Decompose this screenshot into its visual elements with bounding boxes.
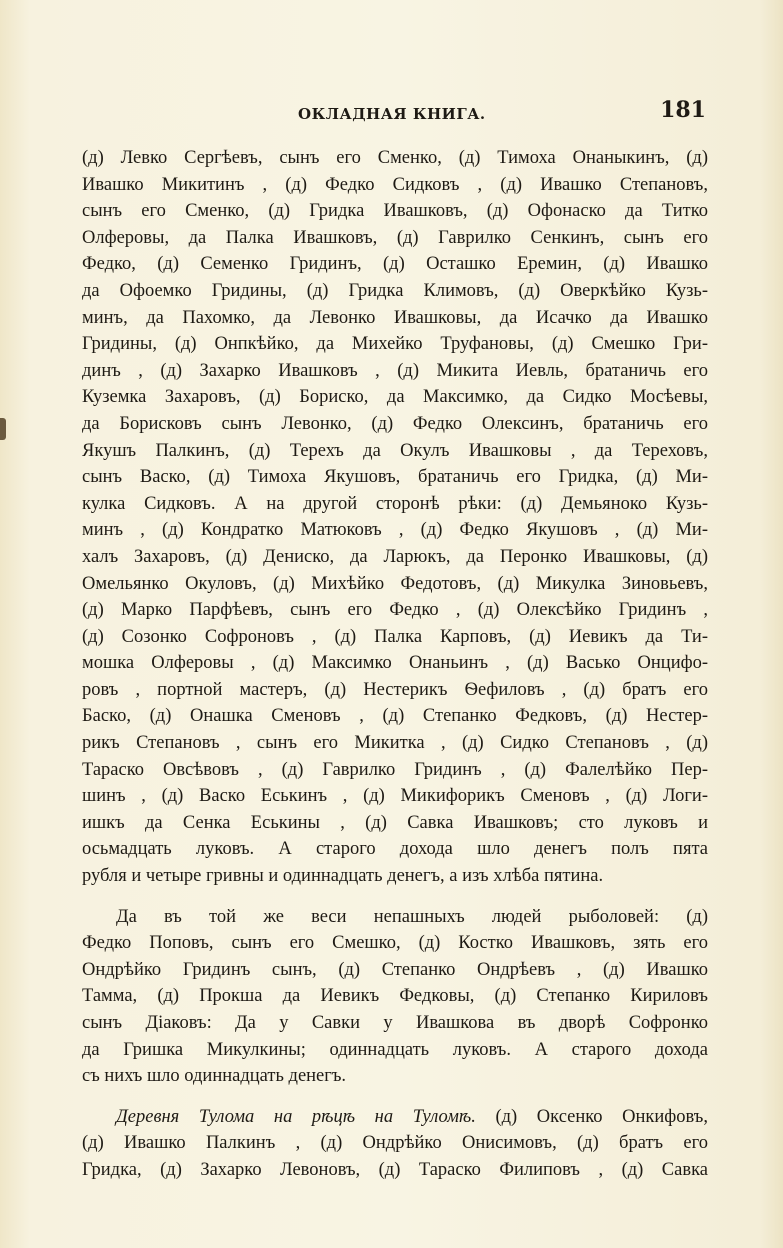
text-line: (д) Левко Сергѣевъ, сынъ его Сменко, (д) Тимоха Онаныкинъ, (д) xyxy=(82,148,708,168)
paragraph-1 xyxy=(82,145,708,890)
text-line: минъ, да Пахомко, да Левонко Ивашковы, да Исачко да Ивашко xyxy=(82,307,708,328)
text-line: рубля и четыре гривны и одиннадцать денегъ, а изъ хлѣба пятина. xyxy=(82,866,604,887)
text-line: Федко Поповъ, сынъ его Смешко, (д) Костко Ивашковъ, зять его xyxy=(82,933,708,954)
text-line: Ондрѣйко Гридинъ сынъ, (д) Степанко Ондрѣевъ , (д) Ивашко xyxy=(82,959,708,980)
text-line: да Борисковъ сынъ Левонко, (д) Федко Олексинъ, братаничь его xyxy=(82,413,708,434)
paragraph-2 xyxy=(82,904,708,1090)
text-line: Якушъ Палкинъ, (д) Терехъ да Окулъ Ивашковы , да Тереховъ, xyxy=(82,440,708,461)
paragraph-gap xyxy=(82,890,708,904)
text-line: осьмадцать луковъ. А старого дохода шло денегъ полъ пята xyxy=(82,839,708,860)
text-line: мошка Олферовы , (д) Максимко Онаньинъ , (д) Васько Онцифо- xyxy=(82,653,708,674)
running-head xyxy=(78,97,706,127)
text-line: Омельянко Окуловъ, (д) Михѣйко Федотовъ, (д) Микулка Зиновьевъ, xyxy=(82,573,708,594)
text-line: съ нихъ шло одиннадцать денегъ. xyxy=(82,1066,347,1087)
text-line: ровъ , портной мастеръ, (д) Нестерикъ Ѳефиловъ , (д) братъ его xyxy=(82,679,708,700)
text-line: Гридка, (д) Захарко Левоновъ, (д) Тараско Филиповъ , (д) Савка xyxy=(82,1159,708,1180)
paragraph-gap xyxy=(82,1090,708,1104)
text-line xyxy=(82,1104,708,1131)
text-line: кулка Сидковъ. А на другой сторонѣ рѣки: (д) Демьяноко Кузь- xyxy=(82,493,708,514)
running-title: ОКЛАДНАЯ КНИГА. xyxy=(298,105,486,123)
text-line: Тараско Овсѣвовъ , (д) Гаврилко Гридинъ , (д) Фалелѣйко Пер- xyxy=(82,759,708,780)
text-line: да Гришка Микулкины; одиннадцать луковъ. А старого дохода xyxy=(82,1039,708,1060)
text-line: Тамма, (д) Прокша да Иевикъ Федковы, (д) Степанко Кириловъ xyxy=(82,986,708,1007)
paragraph-3 xyxy=(82,1104,708,1184)
text-block xyxy=(82,145,708,1184)
text-line: сынъ Васко, (д) Тимоха Якушовъ, братаничь его Гридка, (д) Ми- xyxy=(82,467,708,488)
page-number: 181 xyxy=(660,97,706,123)
heading-line-rest: (д) Оксенко Онкифовъ, xyxy=(495,1106,708,1127)
text-line: сынъ его Сменко, (д) Гридка Ивашковъ, (д) Офонаско да Титко xyxy=(82,201,708,222)
village-heading: Деревня Тулома на рѣцѣ на Туломѣ. xyxy=(116,1106,476,1127)
text-line: динъ , (д) Захарко Ивашковъ , (д) Микита Иевль, братаничь его xyxy=(82,360,708,381)
text-line: да Офоемко Гридины, (д) Гридка Климовъ, (д) Оверкѣйко Кузь- xyxy=(82,280,708,301)
text-line: Баско, (д) Онашка Сменовъ , (д) Степанко Федковъ, (д) Нестер- xyxy=(82,706,708,727)
text-line: сынъ Діаковъ: Да у Савки у Ивашкова въ дворѣ Софронко xyxy=(82,1013,708,1033)
text-line: шинъ , (д) Васко Еськинъ , (д) Микифорикъ Сменовъ , (д) Логи- xyxy=(82,786,708,807)
text-line: (д) Марко Парфѣевъ, сынъ его Федко , (д) Олексѣйко Гридинъ , xyxy=(82,600,708,621)
text-line: халъ Захаровъ, (д) Дениско, да Ларюкъ, да Перонко Ивашковы, (д) xyxy=(82,546,708,567)
text-line: Гридины, (д) Онпкѣйко, да Михейко Труфановы, (д) Смешко Гри- xyxy=(82,334,708,355)
page-edge-mark xyxy=(0,418,6,440)
text-line: рикъ Степановъ , сынъ его Микитка , (д) Сидко Степановъ , (д) xyxy=(82,733,708,754)
text-line: Ивашко Микитинъ , (д) Федко Сидковъ , (д) Ивашко Степановъ, xyxy=(82,174,708,195)
text-line: (д) Созонко Софроновъ , (д) Палка Карповъ, (д) Иевикъ да Ти- xyxy=(82,626,708,647)
text-line: Да въ той же веси непашныхъ людей рыболовей: (д) xyxy=(116,906,708,927)
text-line: минъ , (д) Кондратко Матюковъ , (д) Федко Якушовъ , (д) Ми- xyxy=(82,520,708,541)
text-line: ишкъ да Сенка Еськины , (д) Савка Ивашковъ; сто луковъ и xyxy=(82,812,708,833)
text-line: (д) Ивашко Палкинъ , (д) Ондрѣйко Онисимовъ, (д) братъ его xyxy=(82,1133,708,1154)
text-line: Куземка Захаровъ, (д) Бориско, да Максимко, да Сидко Мосѣевы, xyxy=(82,387,708,408)
text-line: Федко, (д) Семенко Гридинъ, (д) Осташко Еремин, (д) Ивашко xyxy=(82,254,708,275)
text-line: Олферовы, да Палка Ивашковъ, (д) Гаврилко Сенкинъ, сынъ его xyxy=(82,227,708,248)
